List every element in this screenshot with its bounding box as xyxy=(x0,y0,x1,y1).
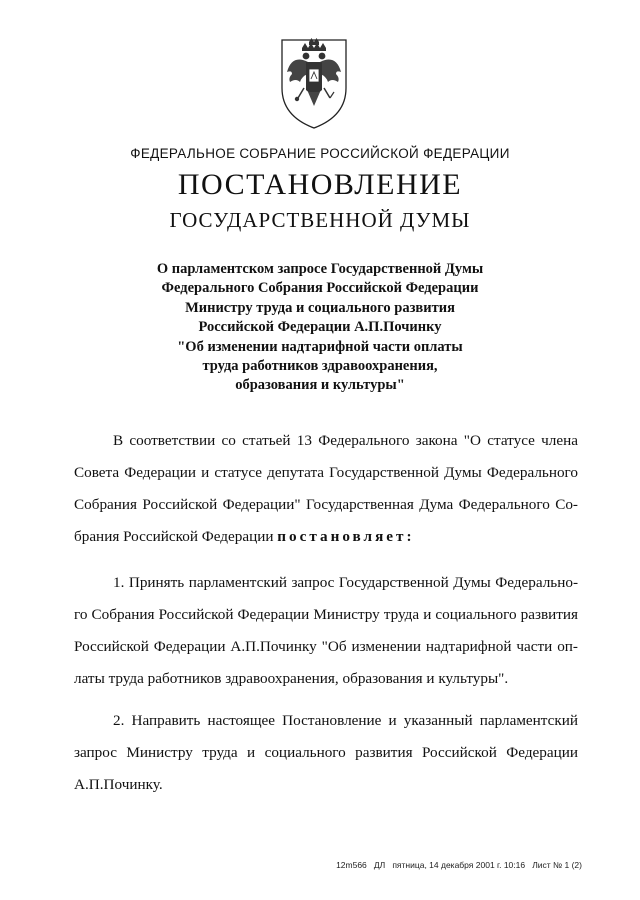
subject-line: труда работников здравоохранения, xyxy=(202,358,438,375)
paragraph-line: запрос Министру труда и социального развития Российской Федерации xyxy=(74,744,578,761)
subject-line: Российской Федерации А.П.Починку xyxy=(198,319,442,336)
document-subject xyxy=(120,260,520,396)
paragraph-line: А.П.Починку. xyxy=(74,776,163,793)
russian-coat-of-arms-icon xyxy=(278,36,350,132)
paragraph-line: Собрания Российской Федерации" Государственная Дума Федерального Со- xyxy=(74,496,578,513)
paragraph-line-text: брания Российской Федерации xyxy=(74,528,278,545)
paragraph-line: В соответствии со статьей 13 Федерального закона "О статусе члена xyxy=(113,432,578,449)
paragraph-line: латы труда работников здравоохранения, образования и культуры". xyxy=(74,670,509,687)
footer-sheet: Лист № 1 (2) xyxy=(532,860,582,870)
clause-2-paragraph xyxy=(74,705,578,801)
organization-heading: ФЕДЕРАЛЬНОЕ СОБРАНИЕ РОССИЙСКОЙ ФЕДЕРАЦИИ xyxy=(130,146,510,161)
paragraph-line: Совета Федерации и статусе депутата Государственной Думы Федерального xyxy=(74,464,578,481)
footer-initials: ДЛ xyxy=(373,860,386,870)
resolves-keyword: постановляет: xyxy=(277,528,415,545)
subject-line: О парламентском запросе Государственной Думы xyxy=(156,261,484,277)
paragraph-line: 2. Направить настоящее Постановление и указанный парламентский xyxy=(113,712,578,729)
clause-1-paragraph xyxy=(74,567,578,695)
subject-line: Министру труда и социального развития xyxy=(185,299,455,316)
paragraph-line: Российской Федерации А.П.Починку "Об изменении надтарифной части оп- xyxy=(74,638,578,655)
preamble-paragraph xyxy=(74,425,578,553)
footer-datetime: пятница, 14 декабря 2001 г. 10:16 xyxy=(392,860,526,870)
page-footer xyxy=(336,860,582,870)
paragraph-line: 1. Принять парламентский запрос Государственной Думы Федерально- xyxy=(113,574,578,591)
subject-line: образования и культуры" xyxy=(235,377,405,394)
paragraph-line: го Собрания Российской Федерации Министру труда и социального развития xyxy=(74,606,578,623)
document-type-title: ПОСТАНОВЛЕНИЕ xyxy=(177,168,463,201)
subject-line: Федерального Собрания Российской Федерации xyxy=(161,280,479,297)
document-issuer-title: ГОСУДАРСТВЕННОЙ ДУМЫ xyxy=(169,208,471,232)
paragraph-line xyxy=(74,521,578,553)
footer-code: 12m566 xyxy=(336,860,367,870)
subject-line: "Об изменении надтарифной части оплаты xyxy=(177,338,463,355)
